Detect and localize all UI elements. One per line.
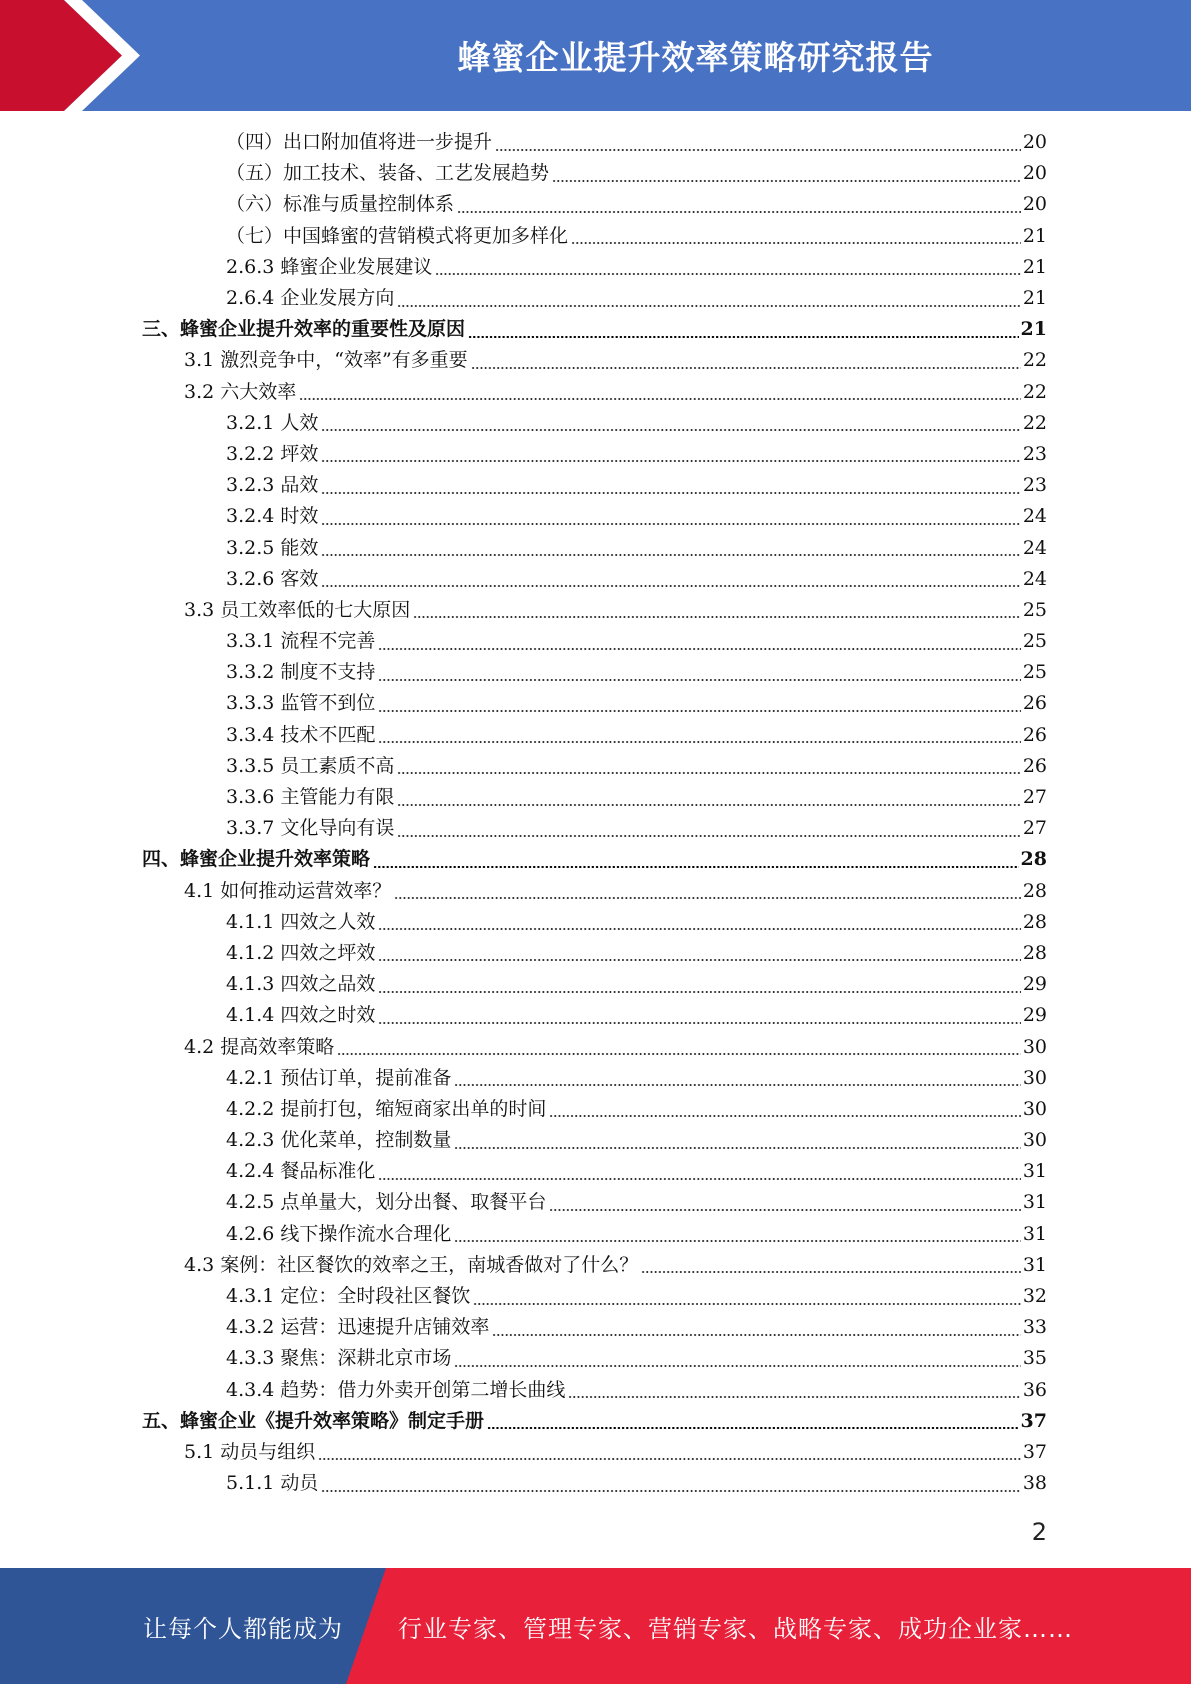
page-footer [0, 1568, 1191, 1684]
dot-leader [549, 1115, 1020, 1117]
dot-leader [571, 242, 1021, 244]
dot-leader [378, 991, 1020, 993]
toc-entry-title: 四、蜂蜜企业提升效率策略 [142, 848, 371, 871]
dot-leader [378, 959, 1020, 961]
toc-section-row[interactable] [0, 377, 1191, 408]
toc-entry-page: 30 [1022, 1066, 1047, 1089]
toc-chapter-row[interactable] [0, 844, 1191, 875]
toc-section-row[interactable] [0, 595, 1191, 626]
toc-entry-title: 4.3.4 趋势：借力外卖开创第二增长曲线 [226, 1378, 566, 1401]
toc-subsection-row[interactable] [0, 501, 1191, 532]
toc-entry-title: 3.2.4 时效 [226, 505, 319, 528]
toc-entry-title: 3.3.2 制度不支持 [226, 661, 376, 684]
toc-subsection-row[interactable] [0, 782, 1191, 813]
toc-entry-page: 23 [1022, 442, 1047, 465]
toc-entry-page: 24 [1022, 505, 1047, 528]
toc-entry-title: 3.2.5 能效 [226, 536, 319, 559]
toc-subsection-row[interactable] [0, 189, 1191, 220]
toc-subsection-row[interactable] [0, 969, 1191, 1000]
toc-entry-title: 4.3 案例：社区餐饮的效率之王，南城香做对了什么？ [184, 1253, 639, 1276]
toc-subsection-row[interactable] [0, 626, 1191, 657]
footer-slogan-left: 让每个人都能成为 [143, 1614, 343, 1643]
toc-entry-page: 31 [1022, 1253, 1047, 1276]
toc-subsection-row[interactable] [0, 938, 1191, 969]
toc-subsection-row[interactable] [0, 1468, 1191, 1499]
report-title: 蜂蜜企业提升效率策略研究报告 [457, 38, 934, 77]
toc-entry-title: 5.1 动员与组织 [184, 1440, 316, 1463]
toc-entry-title: 3.2.3 品效 [226, 474, 319, 497]
toc-entry-title: 3.3.5 员工素质不高 [226, 754, 395, 777]
toc-section-row[interactable] [0, 876, 1191, 907]
toc-subsection-row[interactable] [0, 1281, 1191, 1312]
toc-entry-title: 3.3.6 主管能力有限 [226, 786, 395, 809]
toc-entry-title: 3.3.7 文化导向有误 [226, 817, 395, 840]
toc-entry-page: 27 [1022, 817, 1047, 840]
toc-subsection-row[interactable] [0, 564, 1191, 595]
toc-entry-page: 31 [1022, 1191, 1047, 1214]
dot-leader [373, 866, 1019, 868]
toc-entry-page: 20 [1022, 162, 1047, 185]
dot-leader [321, 523, 1020, 525]
toc-entry-page: 22 [1022, 380, 1047, 403]
toc-entry-page: 26 [1022, 754, 1047, 777]
toc-entry-page: 21 [1022, 224, 1047, 247]
toc-section-row[interactable] [0, 1250, 1191, 1281]
dot-leader [321, 429, 1020, 431]
dot-leader [413, 616, 1021, 618]
toc-subsection-row[interactable] [0, 688, 1191, 719]
toc-entry-title: 4.2.5 点单量大，划分出餐、取餐平台 [226, 1191, 547, 1214]
dot-leader [487, 1427, 1019, 1429]
dot-leader [321, 460, 1020, 462]
dot-leader [473, 1303, 1020, 1305]
dot-leader [397, 835, 1020, 837]
toc-subsection-row[interactable] [0, 127, 1191, 158]
toc-entry-title: 3.1 激烈竞争中，“效率”有多重要 [184, 349, 468, 372]
toc-entry-page: 20 [1022, 131, 1047, 154]
toc-subsection-row[interactable] [0, 907, 1191, 938]
dot-leader [471, 367, 1021, 369]
dot-leader [495, 149, 1021, 151]
dot-leader [457, 211, 1021, 213]
toc-entry-page: 37 [1020, 1409, 1047, 1432]
toc-entry-title: 4.1.3 四效之品效 [226, 973, 376, 996]
toc-entry-title: 3.3.4 技术不匹配 [226, 723, 376, 746]
toc-entry-page: 25 [1022, 630, 1047, 653]
toc-entry-page: 33 [1022, 1316, 1047, 1339]
dot-leader [397, 804, 1020, 806]
toc-section-row[interactable] [0, 345, 1191, 376]
dot-leader [454, 1240, 1020, 1242]
dot-leader [378, 741, 1020, 743]
page-number: 2 [1031, 1518, 1047, 1546]
footer-slogan-right: 行业专家、管理专家、营销专家、战略专家、成功企业家…… [398, 1614, 1073, 1643]
toc-entry-title: 2.6.4 企业发展方向 [226, 287, 395, 310]
toc-entry-page: 20 [1022, 193, 1047, 216]
toc-subsection-row[interactable] [0, 751, 1191, 782]
toc-entry-page: 24 [1022, 536, 1047, 559]
toc-entry-title: 4.1.2 四效之坪效 [226, 941, 376, 964]
dot-leader [492, 1334, 1020, 1336]
toc-entry-page: 29 [1022, 1004, 1047, 1027]
toc-entry-page: 38 [1022, 1472, 1047, 1495]
toc-entry-title: 2.6.3 蜂蜜企业发展建议 [226, 255, 433, 278]
toc-entry-title: 3.3.1 流程不完善 [226, 630, 376, 653]
toc-entry-title: 3.3.3 监管不到位 [226, 692, 376, 715]
toc-entry-page: 31 [1022, 1160, 1047, 1183]
toc-entry-page: 27 [1022, 786, 1047, 809]
toc-subsection-row[interactable] [0, 470, 1191, 501]
toc-entry-title: 3.2 六大效率 [184, 380, 297, 403]
dot-leader [435, 273, 1020, 275]
toc-entry-title: 三、蜂蜜企业提升效率的重要性及原因 [142, 318, 466, 341]
toc-entry-page: 37 [1022, 1440, 1047, 1463]
toc-entry-title: 五、蜂蜜企业《提升效率策略》制定手册 [142, 1409, 485, 1432]
toc-subsection-row[interactable] [0, 1156, 1191, 1187]
dot-leader [321, 585, 1020, 587]
toc-entry-title: 4.2.2 提前打包，缩短商家出单的时间 [226, 1097, 547, 1120]
toc-subsection-row[interactable] [0, 1063, 1191, 1094]
dot-leader [454, 1365, 1020, 1367]
toc-entry-title: 4.3.2 运营：迅速提升店铺效率 [226, 1316, 490, 1339]
dot-leader [378, 679, 1020, 681]
toc-section-row[interactable] [0, 1031, 1191, 1062]
toc-subsection-row[interactable] [0, 532, 1191, 563]
toc-subsection-row[interactable] [0, 1343, 1191, 1374]
toc-entry-title: 4.1.1 四效之人效 [226, 910, 376, 933]
dot-leader [321, 554, 1020, 556]
dot-leader [552, 180, 1021, 182]
toc-entry-page: 21 [1022, 255, 1047, 278]
dot-leader [641, 1271, 1021, 1273]
dot-leader [318, 1458, 1021, 1460]
toc-subsection-row[interactable] [0, 283, 1191, 314]
toc-entry-page: 28 [1020, 848, 1047, 871]
dot-leader [568, 1396, 1020, 1398]
toc-entry-title: （五）加工技术、装备、工艺发展趋势 [226, 162, 550, 185]
toc-entry-title: 4.2.4 餐品标准化 [226, 1160, 376, 1183]
dot-leader [394, 897, 1021, 899]
dot-leader [378, 710, 1020, 712]
toc-entry-title: 4.2 提高效率策略 [184, 1035, 335, 1058]
toc-entry-page: 26 [1022, 723, 1047, 746]
toc-entry-page: 21 [1022, 287, 1047, 310]
toc-subsection-row[interactable] [0, 1094, 1191, 1125]
toc-subsection-row[interactable] [0, 439, 1191, 470]
toc-entry-page: 21 [1020, 318, 1047, 341]
toc-entry-title: （四）出口附加值将进一步提升 [226, 131, 493, 154]
toc-entry-page: 30 [1022, 1129, 1047, 1152]
toc-entry-page: 30 [1022, 1097, 1047, 1120]
toc-subsection-row[interactable] [0, 158, 1191, 189]
toc-entry-page: 22 [1022, 349, 1047, 372]
toc-entry-title: 4.1 如何推动运营效率？ [184, 879, 392, 902]
toc-subsection-row[interactable] [0, 252, 1191, 283]
toc-entry-page: 26 [1022, 692, 1047, 715]
toc-entry-page: 28 [1022, 941, 1047, 964]
toc-entry-page: 22 [1022, 411, 1047, 434]
toc-entry-page: 31 [1022, 1222, 1047, 1245]
toc-entry-title: 4.3.1 定位：全时段社区餐饮 [226, 1285, 471, 1308]
toc-subsection-row[interactable] [0, 720, 1191, 751]
toc-entry-page: 29 [1022, 973, 1047, 996]
toc-chapter-row[interactable] [0, 314, 1191, 345]
dot-leader [337, 1053, 1021, 1055]
toc-entry-title: 3.3 员工效率低的七大原因 [184, 598, 411, 621]
toc-entry-title: 4.1.4 四效之时效 [226, 1004, 376, 1027]
toc-subsection-row[interactable] [0, 657, 1191, 688]
dot-leader [454, 1084, 1020, 1086]
toc-entry-page: 28 [1022, 879, 1047, 902]
toc-section-row[interactable] [0, 1437, 1191, 1468]
toc-entry-title: 4.2.6 线下操作流水合理化 [226, 1222, 452, 1245]
toc-subsection-row[interactable] [0, 408, 1191, 439]
toc-entry-page: 35 [1022, 1347, 1047, 1370]
dot-leader [378, 1178, 1020, 1180]
toc-entry-page: 23 [1022, 474, 1047, 497]
toc-subsection-row[interactable] [0, 1219, 1191, 1250]
toc-entry-page: 36 [1022, 1378, 1047, 1401]
toc-entry-title: 5.1.1 动员 [226, 1472, 319, 1495]
toc-subsection-row[interactable] [0, 1000, 1191, 1031]
toc-entry-page: 28 [1022, 910, 1047, 933]
toc-entry-title: 4.2.3 优化菜单，控制数量 [226, 1129, 452, 1152]
toc-entry-title: 3.2.2 坪效 [226, 442, 319, 465]
toc-entry-title: 3.2.6 客效 [226, 567, 319, 590]
page-header [0, 0, 1191, 111]
toc-entry-title: 3.2.1 人效 [226, 411, 319, 434]
dot-leader [468, 336, 1019, 338]
toc-subsection-row[interactable] [0, 813, 1191, 844]
toc-entry-title: 4.3.3 聚焦：深耕北京市场 [226, 1347, 452, 1370]
dot-leader [299, 398, 1021, 400]
dot-leader [454, 1147, 1020, 1149]
toc-entry-page: 24 [1022, 567, 1047, 590]
dot-leader [378, 928, 1020, 930]
toc-entry-page: 25 [1022, 598, 1047, 621]
table-of-contents [0, 127, 1191, 1499]
dot-leader [549, 1209, 1020, 1211]
dot-leader [378, 1022, 1020, 1024]
toc-subsection-row[interactable] [0, 1125, 1191, 1156]
toc-entry-page: 32 [1022, 1285, 1047, 1308]
toc-subsection-row[interactable] [0, 1312, 1191, 1343]
dot-leader [397, 305, 1020, 307]
toc-chapter-row[interactable] [0, 1406, 1191, 1437]
toc-entry-title: （六）标准与质量控制体系 [226, 193, 455, 216]
toc-subsection-row[interactable] [0, 1187, 1191, 1218]
toc-entry-title: （七）中国蜂蜜的营销模式将更加多样化 [226, 224, 569, 247]
toc-entry-page: 30 [1022, 1035, 1047, 1058]
toc-entry-page: 25 [1022, 661, 1047, 684]
toc-entry-title: 4.2.1 预估订单，提前准备 [226, 1066, 452, 1089]
dot-leader [321, 1490, 1020, 1492]
toc-subsection-row[interactable] [0, 1375, 1191, 1406]
toc-subsection-row[interactable] [0, 221, 1191, 252]
dot-leader [321, 492, 1020, 494]
dot-leader [397, 772, 1020, 774]
dot-leader [378, 648, 1020, 650]
